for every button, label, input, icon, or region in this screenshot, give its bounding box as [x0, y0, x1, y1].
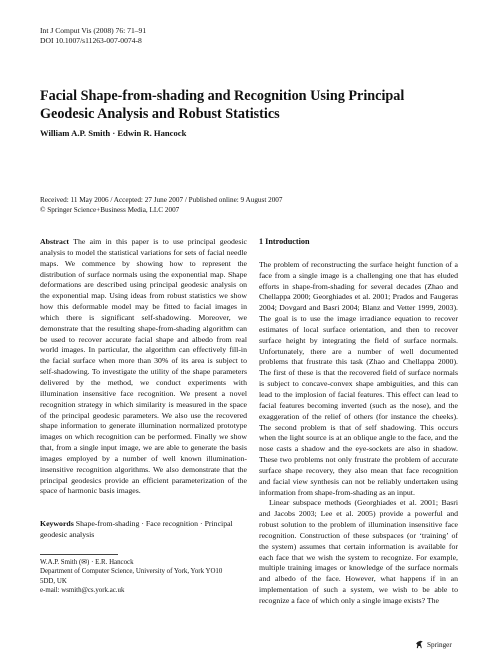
- springer-horse-icon: [415, 640, 424, 649]
- publisher-logo: [415, 640, 452, 649]
- title-line-2: Geodesic Analysis and Robust Statistics: [40, 106, 280, 122]
- abstract: [40, 237, 247, 497]
- introduction-heading: 1 Introduction: [259, 237, 310, 246]
- publisher-name: Springer: [427, 640, 452, 649]
- introduction-paragraph-2: Linear subspace methods (Georghiades et al. 2001; Basri and Jacobs 2003; Lee et al. 2005) provide a powerful and robust solution to the problem of illumination insensitive face recognition. Construction of these subspaces (or ‘training’ of the system) assumes that certain information is available for each face that we wish the system to recognize. For example, multiple training images or knowledge of the surface normals and albedo of the face. However, what happens if in an implementation of such a system, we wish to be able to recognize a face of which only a single image exists? The: [259, 498, 458, 605]
- title-line-1: Facial Shape-from-shading and Recognition Using Principal: [40, 88, 405, 104]
- journal-citation: Int J Comput Vis (2008) 76: 71–91: [40, 26, 147, 35]
- abstract-text: The aim in this paper is to use principal geodesic analysis to model the statistical variations for sets of facial needle maps. We commence by showing how to represent the distribution of surface normals using the exponential map. Shape deformations are described using principal geodesic analysis on the exponential map. Using ideas from robust statistics we show how this deformable model may be fitted to facial images in which there is significant self-shadowing. Moreover, we demonstrate that the resulting shape-from-shading algorithm can be used to recover accurate facial shape and albedo from real world images. In particular, the algorithm can effectively fill-in the facial surface when more than 30% of its area is subject to self-shadowing. To investigate the utility of the shape parameters delivered by the method, we conduct experiments with illumination insensitive face recognition. We present a novel recognition strategy in which similarity is measured in the space of the principal geodesic parameters. We also use the recovered shape information to generate illumination normalized prototype images on which recognition can be performed. Finally we show that, from a single input image, we are able to generate the basis images employed by a number of well known illumination-insensitive recognition algorithms. We also demonstrate that the principal geodesics provide an efficient parameterization of the space of harmonic basis images.: [40, 237, 247, 496]
- publication-dates: [40, 196, 282, 215]
- journal-header: [40, 26, 146, 46]
- journal-doi: DOI 10.1007/s11263-007-0074-8: [40, 36, 142, 45]
- keywords: [40, 518, 247, 540]
- affiliation-email[interactable]: e-mail: wsmith@cs.york.ac.uk: [40, 586, 125, 594]
- keywords-label: Keywords: [40, 519, 74, 528]
- copyright: © Springer Science+Business Media, LLC 2007: [40, 205, 180, 214]
- introduction-section: [259, 237, 458, 607]
- authors: William A.P. Smith · Edwin R. Hancock: [40, 128, 187, 138]
- affiliation-authors: W.A.P. Smith (✉) · E.R. Hancock: [40, 559, 134, 566]
- affiliation-postcode: 5DD, UK: [40, 577, 67, 585]
- abstract-label: Abstract: [40, 237, 70, 246]
- received-dates: Received: 11 May 2006 / Accepted: 27 June 2007 / Published online: 9 August 2007: [40, 196, 283, 204]
- paper-title: [40, 87, 460, 123]
- keywords-text: Shape-from-shading · Face recognition · Principal geodesic analysis: [40, 519, 233, 539]
- introduction-paragraph-1: The problem of reconstructing the surface height function of a face from a single image is a challenging one that has eluded efforts in shape-from-shading for several decades (Zhao and Chellappa 2000; Georghiades et al. 2001; Prados and Faugeras 2004; Dovgard and Basri 2004; Blanz and Vetter 1999, 2003). The goal is to use the image irradiance equation to recover estimates of local surface orientation, and then to recover surface height by integrating the field of surface normals. Unfortunately, there are a number of well documented problems that frustrate this task (Zhao and Chellappa 2000). The first of these is that the recovered field of surface normals is subject to concave-convex shape ambiguities, and this can lead to the implosion of facial features. This effect can lead to facial features becoming inverted (such as the nose), and the exaggeration of the relief of others (for instance the cheeks). The second problem is that of self shadowing. This occurs when the light source is at an oblique angle to the face, and the nose casts a shadow and the eye-sockets are also in shadow. These two problems not only frustrate the problem of accurate surface shape recovery, they also mean that face recognition and facial view synthesis can not be reliably undertaken using information from shape-from-shading as an input.: [259, 259, 458, 497]
- author-affiliation: [40, 558, 255, 595]
- footnote-rule: [40, 554, 118, 555]
- affiliation-department: Department of Computer Science, University of York, York YO10: [40, 568, 223, 576]
